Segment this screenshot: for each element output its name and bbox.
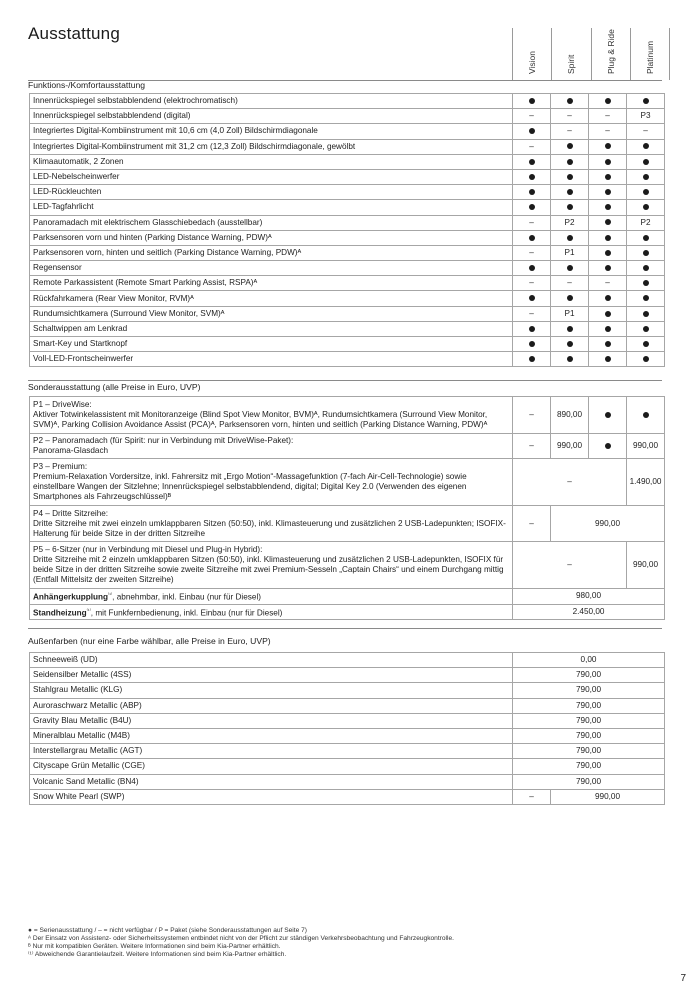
standard-dot-icon (643, 189, 649, 195)
feature-cell-plug-ride: – (589, 276, 627, 291)
option-parking-heater-price: 2.450,00 (513, 604, 665, 620)
feature-cell-spirit: P2 (551, 215, 589, 230)
feature-cell-vision: – (513, 215, 551, 230)
feature-row (30, 169, 665, 184)
package-row-p3 (30, 459, 665, 506)
package-p4-vision: – (513, 506, 551, 542)
feature-cell-vision: – (513, 306, 551, 321)
standard-dot-icon (529, 98, 535, 104)
feature-cell-platinum (627, 139, 665, 154)
feature-label: Schaltwippen am Lenkrad (30, 321, 513, 336)
feature-label: LED-Nebelscheinwerfer (30, 169, 513, 184)
standard-dot-icon (567, 295, 573, 301)
package-p2-vision: – (513, 434, 551, 459)
standard-dot-icon (567, 341, 573, 347)
feature-cell-platinum (627, 352, 665, 367)
standard-dot-icon (643, 235, 649, 241)
package-p1-platinum (627, 397, 665, 434)
color-label: Gravity Blau Metallic (B4U) (30, 713, 513, 728)
standard-dot-icon (605, 326, 611, 332)
color-price: 990,00 (551, 789, 665, 804)
color-unavailable: – (513, 789, 551, 804)
standard-dot-icon (567, 326, 573, 332)
standard-dot-icon (567, 189, 573, 195)
standard-dot-icon (529, 295, 535, 301)
feature-cell-vision (513, 230, 551, 245)
package-p2-label: P2 – Panoramadach (für Spirit: nur in Verbindung mit DriveWise-Paket): Panorama-Glasdach (30, 434, 513, 459)
feature-cell-vision: – (513, 245, 551, 260)
color-row (30, 698, 665, 713)
color-label: Schneeweiß (UD) (30, 653, 513, 668)
feature-label: LED-Tagfahrlicht (30, 200, 513, 215)
package-p5-platinum: 990,00 (627, 542, 665, 589)
feature-cell-plug-ride: – (589, 124, 627, 139)
standard-dot-icon (567, 265, 573, 271)
feature-cell-plug-ride (589, 200, 627, 215)
header-divider (630, 28, 631, 80)
feature-label: Innenrückspiegel selbstabblendend (elektrochromatisch) (30, 94, 513, 109)
feature-row (30, 124, 665, 139)
color-label: Cityscape Grün Metallic (CGE) (30, 759, 513, 774)
feature-label: Parksensoren vorn und hinten (Parking Distance Warning, PDW)ᴬ (30, 230, 513, 245)
feature-cell-plug-ride (589, 139, 627, 154)
feature-cell-plug-ride (589, 245, 627, 260)
feature-cell-platinum (627, 200, 665, 215)
color-label: Snow White Pearl (SWP) (30, 789, 513, 804)
standard-dot-icon (643, 356, 649, 362)
page-number: 7 (680, 973, 686, 984)
colors-section-title: Außenfarben (nur eine Farbe wählbar, alle Preise in Euro, UVP) (28, 636, 271, 646)
color-price: 790,00 (513, 728, 665, 743)
feature-label: Panoramadach mit elektrischem Glasschiebedach (ausstellbar) (30, 215, 513, 230)
feature-cell-plug-ride: – (589, 109, 627, 124)
standard-dot-icon (605, 250, 611, 256)
feature-cell-spirit (551, 154, 589, 169)
feature-label: Innenrückspiegel selbstabblendend (digital) (30, 109, 513, 124)
feature-row (30, 321, 665, 336)
feature-cell-platinum (627, 154, 665, 169)
standard-dot-icon (605, 174, 611, 180)
footnotes (28, 927, 454, 959)
section-rule (28, 628, 662, 629)
feature-cell-spirit (551, 94, 589, 109)
color-row (30, 668, 665, 683)
standard-dot-icon (567, 356, 573, 362)
feature-cell-platinum (627, 230, 665, 245)
comfort-table (29, 93, 665, 367)
feature-cell-vision (513, 94, 551, 109)
feature-cell-spirit: P1 (551, 245, 589, 260)
standard-dot-icon (529, 128, 535, 134)
color-price: 790,00 (513, 683, 665, 698)
color-row (30, 653, 665, 668)
package-p5-label: P5 – 6-Sitzer (nur in Verbindung mit Diesel und Plug-in Hybrid): Dritte Sitzreihe mit 2 einzeln umklappbaren Sitzen (50:50), inkl. Klimasteuerung und zusätzlichen 2 USB-Ladepunkten, ISOFIX für beide Sitze in der dritten Sitzreihe sowie zweite Sitzreihe mit zwei Premium-Sesseln „Captain Chairs“ und einem Durchgang mittig (Entfall Mittelsitz der zweiten Sitzreihe) (30, 542, 513, 589)
variant-header-spirit: Spirit (566, 54, 576, 74)
feature-row (30, 215, 665, 230)
feature-cell-plug-ride (589, 230, 627, 245)
option-row-trailer-hitch (30, 589, 665, 605)
standard-dot-icon (643, 143, 649, 149)
feature-cell-spirit: P1 (551, 306, 589, 321)
color-price: 790,00 (513, 698, 665, 713)
feature-cell-plug-ride (589, 306, 627, 321)
feature-cell-plug-ride (589, 94, 627, 109)
standard-dot-icon (643, 265, 649, 271)
feature-cell-vision: – (513, 139, 551, 154)
package-p5-others: – (513, 542, 627, 589)
feature-cell-vision (513, 124, 551, 139)
feature-cell-platinum (627, 276, 665, 291)
feature-row (30, 154, 665, 169)
feature-cell-plug-ride (589, 154, 627, 169)
standard-dot-icon (529, 159, 535, 165)
feature-row (30, 94, 665, 109)
package-p3-label: P3 – Premium: Premium-Relaxation Vordersitze, inkl. Fahrersitz mit „Ergo Motion“-Massagefunktion (7-fach Air-Cell-Technologie) sowie einstellbare Wangen der Sitzlehne; Innenrückspiegel selbstabblendend, digital; Digital Key 2.0 (Verwenden des eigenen Smartphones als Fahrzeugschlüssel)ᴮ (30, 459, 513, 506)
option-trailer-hitch-label: Anhängerkupplung$^{^{(1)}}$, abnehmbar, inkl. Einbau (nur für Diesel) (30, 589, 513, 605)
header-divider (591, 28, 592, 80)
feature-label: Remote Parkassistent (Remote Smart Parking Assist, RSPA)ᴬ (30, 276, 513, 291)
extras-section-title: Sonderausstattung (alle Preise in Euro, UVP) (28, 382, 201, 392)
standard-dot-icon (605, 189, 611, 195)
feature-cell-spirit (551, 230, 589, 245)
footnote: ᴬ Der Einsatz von Assistenz- oder Sicherheitssystemen entbindet nicht von der Pflicht zur ständigen Verkehrsbeobachtung und Fahrzeugkontrolle. (28, 935, 454, 942)
footnote: ● = Serienausstattung / – = nicht verfügbar / P = Paket (siehe Sonderausstattungen auf Seite 7) (28, 927, 307, 934)
feature-cell-platinum: P2 (627, 215, 665, 230)
feature-cell-spirit (551, 291, 589, 306)
variant-header-plug-ride: Plug & Ride (606, 29, 616, 74)
standard-dot-icon (643, 280, 649, 286)
standard-dot-icon (529, 326, 535, 332)
feature-label: Smart-Key und Startknopf (30, 337, 513, 352)
standard-dot-icon (567, 204, 573, 210)
feature-cell-vision (513, 352, 551, 367)
feature-cell-vision: – (513, 276, 551, 291)
standard-dot-icon (643, 295, 649, 301)
feature-row (30, 185, 665, 200)
standard-dot-icon (643, 98, 649, 104)
color-row (30, 728, 665, 743)
feature-cell-vision (513, 154, 551, 169)
standard-dot-icon (605, 235, 611, 241)
feature-cell-plug-ride (589, 337, 627, 352)
feature-cell-spirit: – (551, 276, 589, 291)
package-p3-others: – (513, 459, 627, 506)
package-row-p5 (30, 542, 665, 589)
standard-dot-icon (643, 159, 649, 165)
feature-cell-spirit (551, 321, 589, 336)
standard-dot-icon (605, 356, 611, 362)
package-row-p2 (30, 434, 665, 459)
feature-cell-vision (513, 185, 551, 200)
page-title: Ausstattung (28, 24, 120, 43)
color-label: Stahlgrau Metallic (KLG) (30, 683, 513, 698)
color-label: Volcanic Sand Metallic (BN4) (30, 774, 513, 789)
standard-dot-icon (529, 189, 535, 195)
feature-cell-platinum (627, 185, 665, 200)
feature-cell-plug-ride (589, 215, 627, 230)
feature-cell-plug-ride (589, 185, 627, 200)
feature-cell-vision (513, 169, 551, 184)
colors-table (29, 652, 665, 805)
feature-cell-platinum (627, 337, 665, 352)
variant-header-vision: Vision (527, 51, 537, 74)
footnote: ᴮ Nur mit kompatiblen Geräten. Weitere Informationen sind beim Kia-Partner erhältlich. (28, 943, 281, 950)
feature-cell-platinum (627, 94, 665, 109)
feature-label: Rundumsichtkamera (Surround View Monitor, SVM)ᴬ (30, 306, 513, 321)
standard-dot-icon (605, 311, 611, 317)
feature-row (30, 245, 665, 260)
color-row (30, 759, 665, 774)
feature-row (30, 352, 665, 367)
feature-label: Integriertes Digital-Kombiinstrument mit 31,2 cm (12,3 Zoll) Bildschirmdiagonale, gewölbt (30, 139, 513, 154)
feature-row (30, 230, 665, 245)
feature-label: Integriertes Digital-Kombiinstrument mit 10,6 cm (4,0 Zoll) Bildschirmdiagonale (30, 124, 513, 139)
standard-dot-icon (567, 98, 573, 104)
color-row (30, 683, 665, 698)
standard-dot-icon (605, 412, 611, 418)
feature-cell-platinum (627, 291, 665, 306)
option-row-parking-heater (30, 604, 665, 620)
standard-dot-icon (529, 235, 535, 241)
standard-dot-icon (605, 443, 611, 449)
header-divider (669, 28, 670, 80)
standard-dot-icon (605, 143, 611, 149)
feature-cell-spirit (551, 169, 589, 184)
feature-cell-vision: – (513, 109, 551, 124)
standard-dot-icon (643, 250, 649, 256)
feature-cell-spirit (551, 352, 589, 367)
option-trailer-hitch-price: 980,00 (513, 589, 665, 605)
feature-cell-platinum: – (627, 124, 665, 139)
feature-cell-vision (513, 261, 551, 276)
color-price: 790,00 (513, 744, 665, 759)
feature-cell-platinum: P3 (627, 109, 665, 124)
standard-dot-icon (529, 356, 535, 362)
footnote: ⁽¹⁾ Abweichende Garantielaufzeit. Weitere Informationen sind beim Kia-Partner erhältlich. (28, 951, 287, 958)
standard-dot-icon (643, 311, 649, 317)
feature-cell-platinum (627, 306, 665, 321)
feature-row (30, 261, 665, 276)
standard-dot-icon (567, 235, 573, 241)
feature-cell-vision (513, 200, 551, 215)
feature-cell-plug-ride (589, 291, 627, 306)
color-row (30, 774, 665, 789)
standard-dot-icon (643, 174, 649, 180)
feature-cell-platinum (627, 169, 665, 184)
feature-label: Rückfahrkamera (Rear View Monitor, RVM)ᴬ (30, 291, 513, 306)
package-row-p4 (30, 506, 665, 542)
feature-cell-spirit (551, 185, 589, 200)
feature-cell-vision (513, 337, 551, 352)
color-price: 790,00 (513, 759, 665, 774)
color-label: Interstellargrau Metallic (AGT) (30, 744, 513, 759)
feature-row (30, 276, 665, 291)
feature-cell-platinum (627, 321, 665, 336)
standard-dot-icon (643, 204, 649, 210)
package-p1-label: P1 – DriveWise: Aktiver Totwinkelassistent mit Monitoranzeige (Blind Spot View Monitor, BVM)ᴬ, Rundumsichtkamera (Surround View Monitor, SVM)ᴬ, Parking Collision Avoidance Assist (PCA)ᴬ, Parksensoren vorn, hinten und seitlich (Parking Distance Warning, PDW)ᴬ (30, 397, 513, 434)
feature-label: LED-Rückleuchten (30, 185, 513, 200)
color-price: 790,00 (513, 774, 665, 789)
feature-cell-plug-ride (589, 321, 627, 336)
standard-dot-icon (643, 326, 649, 332)
package-p3-platinum: 1.490,00 (627, 459, 665, 506)
extras-table (29, 396, 665, 620)
package-p1-vision: – (513, 397, 551, 434)
color-price: 790,00 (513, 668, 665, 683)
standard-dot-icon (529, 174, 535, 180)
standard-dot-icon (605, 204, 611, 210)
section-rule (28, 380, 662, 381)
feature-cell-platinum (627, 245, 665, 260)
package-p1-plug-ride (589, 397, 627, 434)
feature-label: Voll-LED-Frontscheinwerfer (30, 352, 513, 367)
feature-cell-spirit (551, 337, 589, 352)
color-row (30, 789, 665, 804)
feature-row (30, 291, 665, 306)
color-price: 790,00 (513, 713, 665, 728)
option-parking-heater-label: Standheizung$^{^{(1)}}$, mit Funkfernbedienung, inkl. Einbau (nur für Diesel) (30, 604, 513, 620)
standard-dot-icon (567, 143, 573, 149)
feature-row (30, 109, 665, 124)
feature-label: Regensensor (30, 261, 513, 276)
feature-cell-spirit: – (551, 109, 589, 124)
feature-row (30, 139, 665, 154)
standard-dot-icon (605, 341, 611, 347)
feature-cell-spirit (551, 261, 589, 276)
feature-row (30, 337, 665, 352)
package-row-p1 (30, 397, 665, 434)
feature-cell-plug-ride (589, 169, 627, 184)
standard-dot-icon (567, 159, 573, 165)
package-p2-plug-ride (589, 434, 627, 459)
color-label: Mineralblau Metallic (M4B) (30, 728, 513, 743)
standard-dot-icon (529, 341, 535, 347)
feature-row (30, 306, 665, 321)
header-divider (551, 28, 552, 80)
package-p2-platinum: 990,00 (627, 434, 665, 459)
package-p1-spirit: 890,00 (551, 397, 589, 434)
standard-dot-icon (605, 219, 611, 225)
color-label: Auroraschwarz Metallic (ABP) (30, 698, 513, 713)
standard-dot-icon (605, 159, 611, 165)
feature-cell-spirit (551, 139, 589, 154)
feature-cell-plug-ride (589, 352, 627, 367)
package-p4-price: 990,00 (551, 506, 665, 542)
standard-dot-icon (529, 265, 535, 271)
standard-dot-icon (605, 295, 611, 301)
package-p4-label: P4 – Dritte Sitzreihe: Dritte Sitzreihe mit zwei einzeln umklappbaren Sitzen (50:50), inkl. Klimasteuerung und zusätzlichen 2 USB-Ladepunkten; ISOFIX-Halterung für beide Sitze in der dritten Sitzreihe (30, 506, 513, 542)
feature-cell-spirit: – (551, 124, 589, 139)
package-p2-spirit: 990,00 (551, 434, 589, 459)
color-row (30, 713, 665, 728)
feature-cell-spirit (551, 200, 589, 215)
feature-cell-platinum (627, 261, 665, 276)
color-price: 0,00 (513, 653, 665, 668)
feature-cell-vision (513, 321, 551, 336)
standard-dot-icon (605, 265, 611, 271)
feature-cell-vision (513, 291, 551, 306)
feature-cell-plug-ride (589, 261, 627, 276)
variant-header-platinum: Platinum (645, 40, 655, 74)
feature-label: Klimaautomatik, 2 Zonen (30, 154, 513, 169)
standard-dot-icon (643, 341, 649, 347)
standard-dot-icon (567, 174, 573, 180)
standard-dot-icon (529, 204, 535, 210)
standard-dot-icon (605, 98, 611, 104)
feature-label: Parksensoren vorn, hinten und seitlich (Parking Distance Warning, PDW)ᴬ (30, 245, 513, 260)
comfort-section-title: Funktions-/Komfortausstattung (28, 80, 146, 90)
feature-row (30, 200, 665, 215)
header-divider (512, 28, 513, 80)
color-row (30, 744, 665, 759)
color-label: Seidensilber Metallic (4SS) (30, 668, 513, 683)
standard-dot-icon (643, 412, 649, 418)
